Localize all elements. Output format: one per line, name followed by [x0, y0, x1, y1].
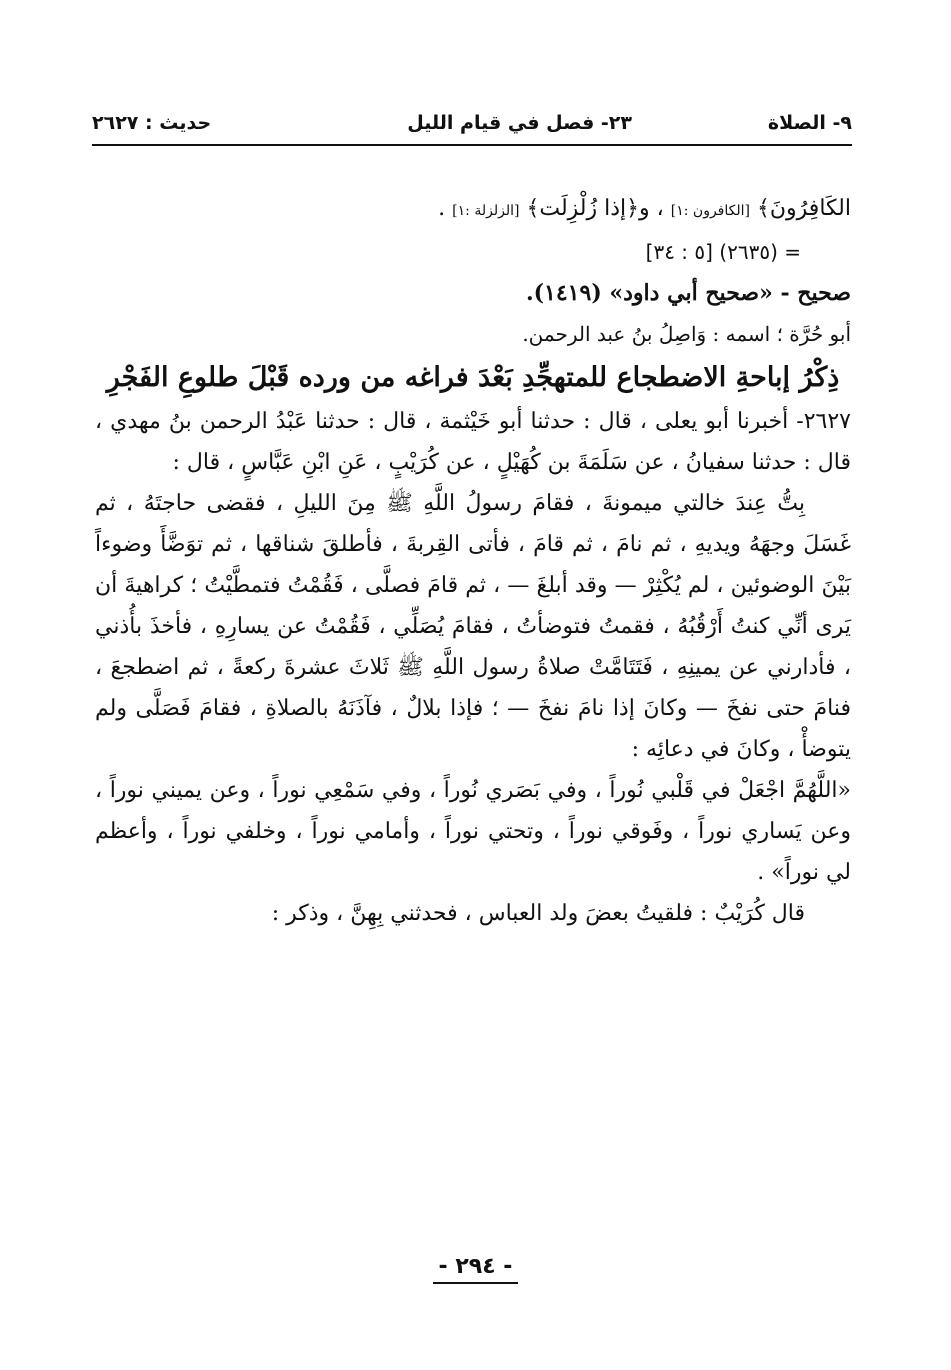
quran-citation-a: [الكافرون :١]	[670, 203, 750, 219]
hadith-number-label: حديث : ٢٦٢٧	[92, 112, 212, 134]
quran-quote-b: ، و﴿إذا زُلْزِلَت﴾	[526, 196, 664, 221]
page-number-label: - ٢٩٤ -	[433, 1252, 519, 1284]
quran-citation-b: [الزلزلة :١]	[452, 203, 520, 219]
hadith-isnad: ٢٦٢٧- أخبرنا أبو يعلى ، قال : حدثنا أبو خَيْثمة ، قال : حدثنا عَبْدُ الرحمن بنُ مهدي ، قال : حدثنا سفيانُ ، عن سَلَمَةَ بن كُهَيْلٍ ، عن كُرَيْبٍ ، عَنِ ابْنِ عَبَّاسٍ ، قال :	[95, 409, 851, 475]
hadith-closing: قال كُرَيْبٌ : فلقيتُ بعضَ ولد العباس ، فحدثني بِهِنَّ ، وذكر :	[271, 901, 805, 926]
chapter-heading: ذِكْرُ إباحةِ الاضطجاع للمتهجِّدِ بَعْدَ فراغه من ورده قَبْلَ طلوعِ الفَجْرِ	[106, 362, 840, 393]
previous-hadith-continuation	[95, 188, 851, 232]
section-label: ٢٣- فصل في قيام الليل	[407, 112, 632, 134]
chapter-label: ٩- الصلاة	[767, 112, 852, 134]
hadith-matn: بِتُّ عِندَ خالتي ميمونةَ ، فقامَ رسولُ اللَّهِ ﷺ مِنَ الليلِ ، فقضى حاجتَهُ ، ثم غَسَلَ وجهَهُ ويديهِ ، ثم نامَ ، ثم قامَ ، فأتى القِربةَ ، فأطلقَ شناقها ، ثم توَضَّأَ وضوءاً بَيْنَ الوضوئين ، لم يُكْثِرْ — وقد أبلغَ — ، ثم قامَ فصلَّى ، فَقُمْتُ فتمطَّيْتُ ؛ كراهيةَ أن يَرى أنِّي كنتُ أَرْقُبُهُ ، فقمتُ فتوضأتُ ، فقامَ يُصَلِّي ، فَقُمْتُ عن يسارِهِ ، فأخذَ بأُذني ، فأدارني عن يمينِهِ ، فَتَتَامَّتْ صلاةُ رسول اللَّهِ ﷺ ثَلاثَ عشرةَ ركعةً ، ثم اضطجعَ ، فنامَ حتى نفخَ — وكانَ إذا نامَ نفخَ — ؛ فإذا بلالٌ ، فآذَنَهُ بالصلاةِ ، فقامَ فَصَلَّى ولم يتوضأْ ، وكانَ في دعائِه :	[95, 491, 851, 762]
cross-reference: = (٢٦٣٥) [٥ : ٣٤]	[645, 240, 801, 264]
hadith-grade: صحيح - «صحيح أبي داود» (١٤١٩).	[525, 280, 851, 306]
hadith-dua: «اللَّهُمَّ اجْعَلْ في قَلْبي نُوراً ، وفي بَصَري نُوراً ، وفي سَمْعِي نوراً ، وعن يميني نوراً ، وعن يَساري نوراً ، وفَوقي نوراً ، وتحتي نوراً ، وأمامي نوراً ، وخلفي نوراً ، وأعظم لي نوراً» .	[95, 778, 851, 885]
header-divider	[92, 144, 852, 146]
narrator-note: أبو حُرَّة ؛ اسمه : وَاصِلُ بنُ عبد الرحمن.	[522, 322, 851, 346]
quran-quote-a: الكَافِرُونَ﴾	[757, 196, 851, 221]
page-number	[0, 1252, 951, 1284]
page-body	[95, 188, 851, 934]
sentence-end: .	[438, 196, 446, 221]
running-header	[92, 108, 852, 142]
